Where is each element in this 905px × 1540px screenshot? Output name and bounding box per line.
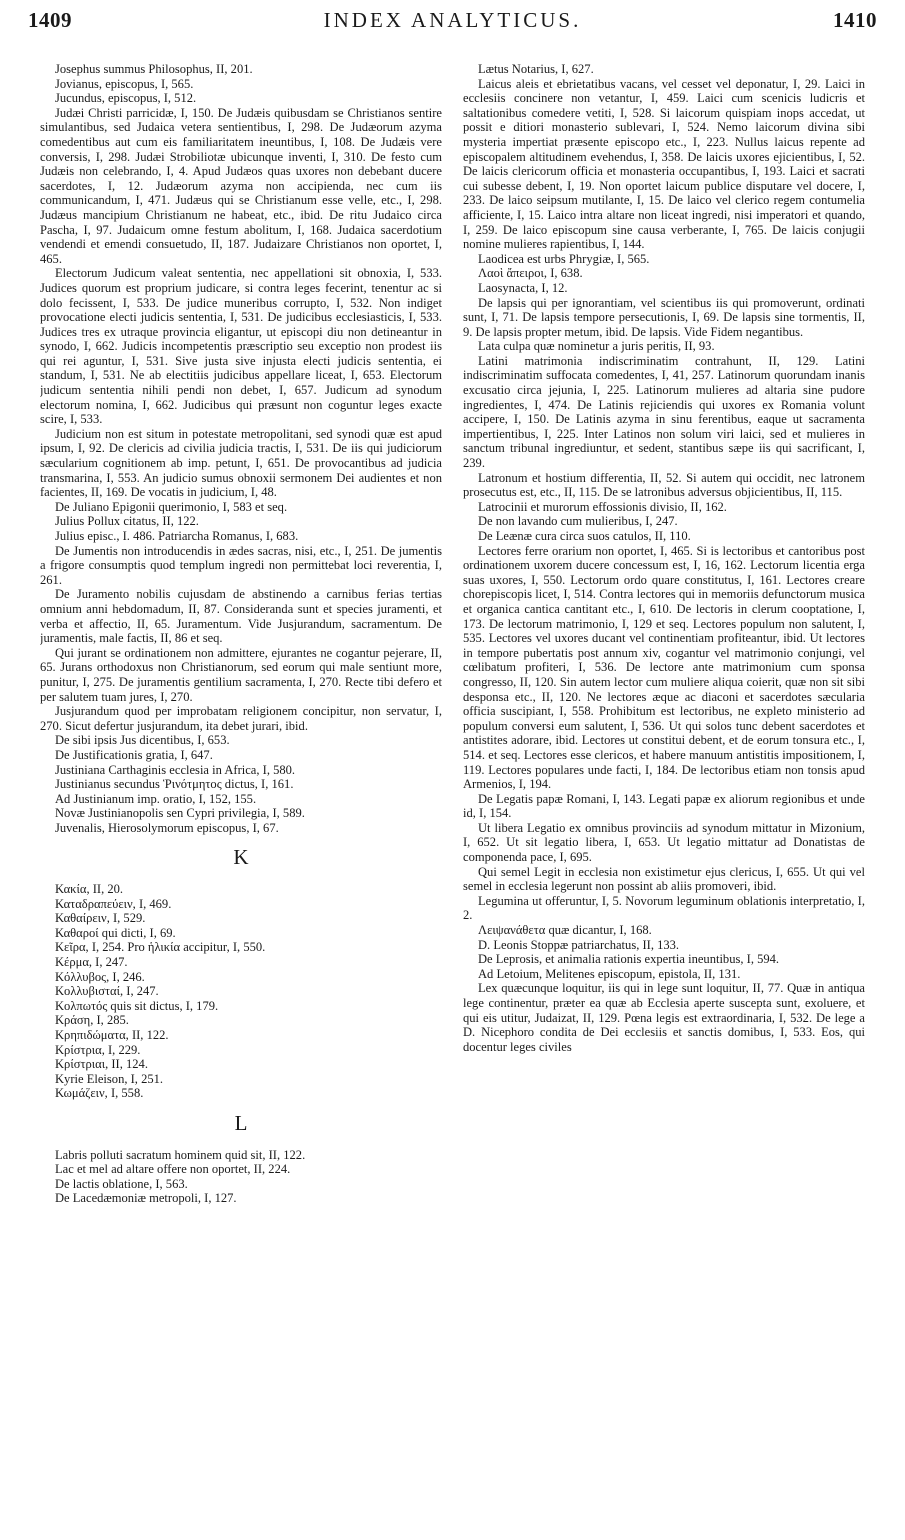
- index-entry: Κρηπιδώματα, II, 122.: [55, 1028, 169, 1042]
- index-entry: De Justificationis gratia, I, 647.: [55, 747, 213, 762]
- index-entry: De Juramento nobilis cujusdam de abstinendo a carnibus ferias tertias omnium anni hebdomadum, II, 87. Consideranda sunt et species juramenti, et verba et affectio, II, 65. Juramentum. Vide Jusjurandum, sacramentum. De juramentis, male factis, II, 86 et seq.: [40, 587, 442, 646]
- index-entry: De Lacedæmoniæ metropoli, I, 127.: [55, 1191, 237, 1206]
- index-entry: Ad Justinianum imp. oratio, I, 152, 155.: [55, 791, 257, 806]
- index-entry: Kyrie Eleison, I, 251.: [55, 1071, 164, 1086]
- index-entry: Jovianus, episcopus, I, 565.: [55, 76, 194, 91]
- index-entry: Latini matrimonia indiscriminatim contrahunt, II, 129. Latini indiscriminatim suffocata comedentes, I, 41, 257. Latinorum quorundam inanis excusatio circa jejunia, I, 225. Latinorum mulieres ad altaria sine pudore ingredientes, I, 474. De Latinis rejiciendis qui uxores ex Romania volunt accipere, I, 150. De Latinis azyma in sinu ferentibus, eaque ut sacramenta impertientibus, I, 225. Inter Latinos non solum viri laici, sed et mulieres in sanctum tribunal ingrediuntur, et sedent, stantibus sæpe iis qui sacrificant, I, 239.: [463, 353, 865, 471]
- section-letter-l: L: [234, 1110, 248, 1135]
- index-entry: Latronum et hostium differentia, II, 52. Si autem qui occidit, nec latronem prosecutus est, etc., II, 115. De se latronibus adversus objicientibus, II, 115.: [463, 470, 865, 500]
- index-entry: Καταδραπεύειν, I, 469.: [55, 896, 172, 911]
- section-l-entries: [40, 1148, 442, 1206]
- index-entry: De Jumentis non introducendis in ædes sacras, nisi, etc., I, 251. De jumentis a frigore consumptis quod templum ingredi non permittebat loci reverentia, I, 261.: [40, 543, 442, 587]
- index-entry: Judæi Christi parricidæ, I, 150. De Judæis quibusdam se Christianos sentire simulantibus, sed Judaica vetera sentientibus, I, 298. De Judæorum azyma comedentibus aut cum eis familiaritatem ineuntibus, I, 108. De Judæis vere conversis, I, 298. Judæi Strobiliotæ ubicunque inventi, I, 310. De festo cum Judæis non celebrando, I, 4. Apud Judæos quas uxores non debebant ducere sacerdotes, I, 12. Judæorum azyma non accipienda, nec cum iis communicandum, I, 471. Judæus qui se Christianum esse velle, etc., I, 298. Judæus mancipium Christianum ne habeat, etc., ibid. De ritu Judaico circa Pascha, I, 97. Judaicum omne festum abolitum, I, 168. Judaica sacerdotium vendendi et emendi consuetudo, II, 187. Judaizare Christianos non oportet, I, 465.: [40, 105, 442, 266]
- index-entry: Lætus Notarius, I, 627.: [478, 62, 594, 76]
- index-entry: De Leænæ cura circa suos catulos, II, 110.: [478, 529, 691, 543]
- index-entry: De Juliano Epigonii querimonio, I, 583 et seq.: [55, 499, 288, 514]
- index-entry: Julius Pollux citatus, II, 122.: [55, 514, 199, 529]
- index-entry: Κράση, I, 285.: [55, 1013, 129, 1028]
- section-letter-k: K: [233, 845, 249, 870]
- right-column: [463, 62, 865, 1532]
- index-entry: Lata culpa quæ nominetur a juris peritis, II, 93.: [478, 339, 715, 354]
- index-entry: De Leprosis, et animalia rationis expertia ineuntibus, I, 594.: [478, 952, 780, 967]
- index-entry: Λειψανάθετα quæ dicantur, I, 168.: [478, 923, 652, 938]
- index-entry: Latrocinii et murorum effossionis divisio, II, 162.: [478, 499, 727, 514]
- index-entry: Laicus aleis et ebrietatibus vacans, vel cesset vel deponatur, I, 29. Laici in ecclesiis concinere non vetantur, I, 459. Laici cum scenicis ludicris et saltationibus comedere vetiti, I, 528. Si laicorum quispiam inops accedat, ut possit e ditiori monasterio sublevari, I, 524. Nemo laicorum divina sibi mysteria impertiat præsente episcopo etc., I, 223. Nullus laicus repente ad episcopalem altitudinem evehendus, I, 358. De laicis uxores ejicientibus, I, 52. De laicis clericorum officia et monasteria occupantibus, I, 193. Laici et sacrati cui subesse debent, I, 19. Non oportet laicum publice disputare vel docere, I, 233. De laico seipsum mutilante, I, 15. De laico vel clerico regem contumelia afficiente, I, 15. Laico intra altare non liceat ingredi, nisi imperatori et quando, I, 259. De laico episcopum sine causa verberante, I, 765. De laicis conjugii nomine mulieres rapientibus, I, 144.: [463, 76, 865, 252]
- index-entry: Κρίστριαι, II, 124.: [55, 1057, 148, 1072]
- index-entry: Κόλλυβος, I, 246.: [55, 969, 145, 984]
- index-entry: Electorum Judicum valeat sententia, nec appellationi sit obnoxia, I, 533. Judices quorum est proprium judicare, si contra leges fecerint, tenentur ac si dolo fecissent, I, 533. De judice muneribus corrupto, I, 532. Non indiget provocatione electi judicis sententia, I, 531. De judicibus ecclesiasticis, I, 533. Judices tres ex utraque provincia eligantur, ut episcopi diu non detineantur in synodo, I, 662. Judicis incompetentis præscriptio seu exceptio non prodest iis qui rei aguntur, I, 531. Sive justa sive injusta electi judicis sententia, ei standum, I, 531. Ne ab electitiis judicibus appellare liceat, I, 653. Electorum judicum sententia nihili pendi non debet, I, 657. Judicum ad synodum electorum nomina, I, 662. Judicibus qui præsunt non coguntur leges exacte scire, I, 533.: [40, 266, 442, 427]
- index-entry: Qui jurant se ordinationem non admittere, ejurantes ne cogantur pejerare, II, 65. Jurans orthodoxus non Christianorum, sed eorum qui male sentiunt more, punitur, I, 275. De juramentis gentilium sacramenta, I, 270. Recte tibi defero et per salutem tuam jures, I, 270.: [40, 645, 442, 704]
- left-column: [40, 62, 442, 1532]
- index-entry: Ut libera Legatio ex omnibus provinciis ad synodum mittatur in Mizonium, I, 652. Ut sit legatio libera, I, 653. Ut legatio mittatur ad Donatistas de componenda pace, I, 695.: [463, 820, 865, 865]
- index-entry: D. Leonis Stoppæ patriarchatus, II, 133.: [478, 937, 680, 952]
- page-header: [22, 4, 883, 44]
- index-entry: Κεῖρα, I, 254. Pro ἡλικία accipitur, I, 550.: [55, 940, 266, 955]
- index-entry: Juvenalis, Hierosolymorum episcopus, I, 67.: [55, 820, 279, 835]
- index-entry: Κωμάζειν, I, 558.: [55, 1086, 144, 1101]
- index-entry: Λαοὶ ἄπειροι, I, 638.: [478, 266, 583, 281]
- index-entry: Κολλυβισταί, I, 247.: [55, 984, 159, 999]
- index-entry: Novæ Justinianopolis sen Cypri privilegia, I, 589.: [55, 806, 305, 821]
- index-entry: Laosynacta, I, 12.: [478, 280, 568, 295]
- index-entry: Lectores ferre orarium non oportet, I, 465. Si is lectoribus et cantoribus post ordinationem uxorem ducere concessum est, I, 16, 162. Lectorum licentia erga suas uxores, I, 550. Lectorum ordo quare constitutus, I, 161. Lectores creare chorepiscopis licet, I, 514. Contra lectores qui in memoriis defunctorum musica et organica cantica cantitant etc., I, 610. De lectoris in clerum cooptatione, I, 173. De lectorum matrimonio, I, 129 et seq. Lectores populum non salutent, I, 535. Lectores vel uxores ducant vel continentiam profiteantur, ibid. Ut lectores in tempore pubertatis post annum xiv, cogantur vel matrimonio conjungi, vel cœlibatum profiteri, I, 536. De lectore ante matrimonium cum sponsa congresso, II, 120. Sin autem lector cum muliere aliqua coierit, quæ non sit sibi desponsa etc., II, 120. Ne lectores æque ac diaconi et sacerdotes sæcularia officia suscipiant, I, 558. Prohibitum est lectoribus, ne expleto ministerio ad populum conversi eum salutent, I, 536. Ut qui solos tunc debent sacerdotes et antistites adorare, ibid. Lectores ut constitui debent, et de eorum tonsura etc., I, 514. et seq. Lectores esse clericos, et habere manuum antistitis impositionem, I, 119. Lectores populares unde facti, I, 184. De lectoribus etiam non tonsis apud Armenios, I, 194.: [463, 543, 865, 792]
- index-entry: De lactis oblatione, I, 563.: [55, 1176, 188, 1191]
- index-entry: Καθαίρειν, I, 529.: [55, 911, 146, 926]
- right-page-number: 1410: [833, 8, 877, 32]
- index-entry: De lapsis qui per ignorantiam, vel scientibus iis qui promoverunt, ordinati sunt, I, 71. De lapsis tempore persecutionis, I, 69. De lapsis sine tormentis, II, 9. De lapsis propter metum, ibid. De lapsis. Vide Fidem negantibus.: [463, 295, 865, 339]
- index-entry: De non lavando cum mulieribus, I, 247.: [478, 514, 678, 529]
- index-entry: Lex quæcunque loquitur, iis qui in lege sunt loquitur, II, 77. Quæ in antiqua lege continentur, præter ea quæ ab Ecclesia aperte suscepta sunt, exoluere, et qui eis utitur, Judaizat, II, 129. Pœna legis est extraordinaria, I, 532. De lege a D. Nicephoro condita de Dei ecclesiis et sanctis domibus, I, 533. Eos, qui docentur leges civiles: [463, 981, 865, 1054]
- index-entry: Κρίστρια, I, 229.: [55, 1042, 141, 1057]
- index-entry: Legumina ut offeruntur, I, 5. Novorum leguminum oblationis interpretatio, I, 2.: [463, 893, 865, 923]
- index-entry: Jusjurandum quod per improbatam religionem concipitur, non servatur, I, 270. Sicut defertur jusjurandum, ita debet jurari, ibid.: [40, 704, 442, 733]
- index-entry: Κολπωτός quis sit dictus, I, 179.: [55, 998, 219, 1013]
- index-entry: Labris polluti sacratum hominem quid sit, II, 122.: [55, 1147, 306, 1162]
- index-entry: Καθαροί qui dicti, I, 69.: [55, 925, 176, 940]
- index-entry: Josephus summus Philosophus, II, 201.: [55, 62, 253, 76]
- left-column-entries: [40, 62, 442, 835]
- index-entry: De sibi ipsis Jus dicentibus, I, 653.: [55, 733, 230, 748]
- index-entry: De Legatis papæ Romani, I, 143. Legati papæ ex aliorum regionibus et unde id, I, 154.: [463, 791, 865, 821]
- index-entry: Justiniana Carthaginis ecclesia in Africa, I, 580.: [55, 762, 296, 777]
- index-entry: Κακία, II, 20.: [55, 882, 124, 897]
- index-entry: Judicium non est situm in potestate metropolitani, sed synodi quæ est apud ipsum, I, 92. De clericis ad civilia judicia tractis, I, 531. De iis qui judiciorum sæcularium cognitionem ab imp. petunt, I, 651. De provocantibus ad judicia transmarina, I, 553. An judicio sumus obnoxii sermonem Dei audientes et non facientes, II, 169. De vocatis in judicium, I, 48.: [40, 426, 442, 500]
- index-entry: Laodicea est urbs Phrygiæ, I, 565.: [478, 251, 650, 266]
- left-page-number: 1409: [28, 8, 72, 32]
- index-entry: Lac et mel ad altare offere non oportet, II, 224.: [55, 1162, 291, 1177]
- index-entry: Justinianus secundus Ῥινότμητος dictus, I, 161.: [55, 777, 294, 792]
- index-entry: Κέρμα, I, 247.: [55, 955, 128, 970]
- index-entry: Qui semel Legit in ecclesia non existimetur ejus clericus, I, 655. Ut qui vel semel in ecclesia legerunt non possint ab aliis promoveri, ibid.: [463, 864, 865, 894]
- index-entry: Ad Letoium, Melitenes episcopum, epistola, II, 131.: [478, 966, 741, 981]
- right-column-entries: [463, 62, 865, 1054]
- running-title: INDEX ANALYTICUS.: [323, 8, 582, 32]
- index-entry: Julius episc., I. 486. Patriarcha Romanus, I, 683.: [55, 529, 299, 543]
- index-entry: Jucundus, episcopus, I, 512.: [55, 91, 197, 106]
- section-k-entries: [40, 882, 442, 1101]
